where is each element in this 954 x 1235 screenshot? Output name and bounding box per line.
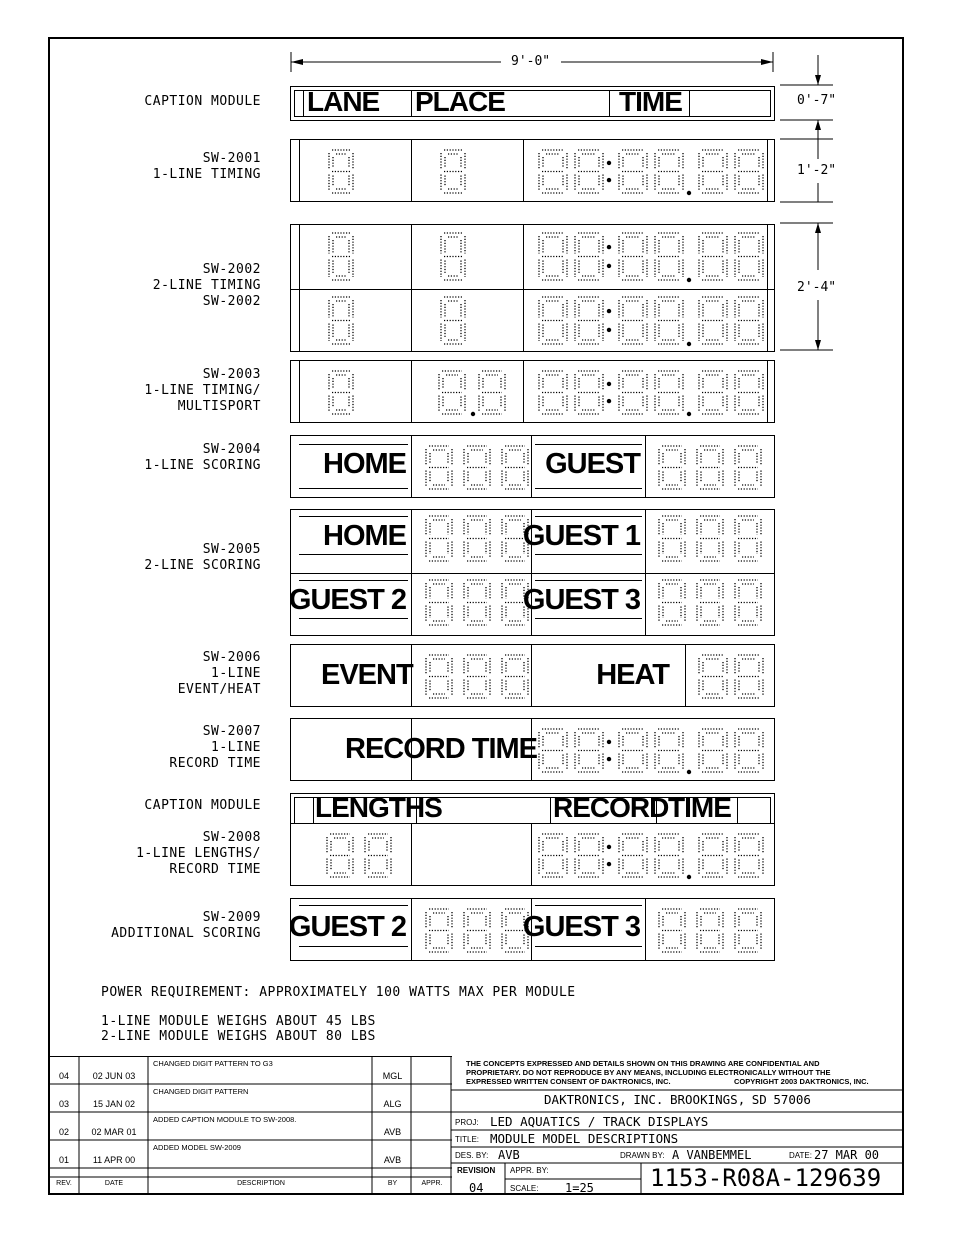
caption-time: TIME (619, 86, 682, 117)
revision-row-date: 02 MAR 01 (91, 1127, 137, 1137)
sw2002-panel (290, 224, 775, 352)
sw2003-panel (290, 360, 775, 423)
weight-note-2: 2-LINE MODULE WEIGHS ABOUT 80 LBS (101, 1029, 376, 1044)
revision-row-description: CHANGED DIGIT PATTERN (153, 1087, 249, 1096)
sw2005-label: SW-2005 2-LINE SCORING (144, 542, 261, 573)
sw2006-panel (290, 644, 775, 707)
project-name: LED AQUATICS / TRACK DISPLAYS (490, 1114, 709, 1129)
caption-record: RECORD (553, 792, 669, 823)
sw2001-digits (291, 140, 776, 203)
sw2005-digits (288, 510, 776, 637)
revision-row-by: MGL (382, 1071, 403, 1081)
revision-row-description: ADDED MODEL SW-2009 (153, 1143, 241, 1152)
sw2003-digits (291, 361, 776, 424)
des-by-label: DES. BY: (455, 1151, 489, 1160)
caption-lengths: LENGTHS (315, 792, 442, 823)
sw2002-digits (291, 225, 776, 353)
revision-row-description: CHANGED DIGIT PATTERN TO G3 (153, 1059, 273, 1068)
scale-value: 1=25 (565, 1181, 594, 1195)
revision-row-by: AVB (383, 1127, 402, 1137)
date-label: DATE: (789, 1151, 812, 1160)
caption2-time: TIME (668, 792, 731, 823)
proj-label: PROJ: (455, 1118, 479, 1127)
revision-row-rev: 02 (58, 1127, 69, 1137)
rev-header-by: BY (387, 1180, 398, 1187)
company-line: DAKTRONICS, INC. BROOKINGS, SD 57006 (544, 1092, 811, 1107)
rev-header-appr: APPR. (421, 1180, 443, 1187)
rev-header-rev: REV. (56, 1180, 72, 1187)
sw2008-label: SW-2008 1-LINE LENGTHS/ RECORD TIME (136, 830, 261, 877)
title-label: TITLE: (455, 1135, 480, 1144)
sw2008-digits (291, 824, 776, 887)
sw2006-heat: HEAT (596, 659, 669, 691)
caption-place: PLACE (415, 86, 505, 117)
drawing-title: MODULE MODEL DESCRIPTIONS (490, 1131, 679, 1146)
drawing-number: 1153-R08A-129639 (650, 1164, 882, 1192)
caption2-panel (290, 793, 775, 823)
caption2-label: CAPTION MODULE (144, 798, 261, 813)
sw2004-label: SW-2004 1-LINE SCORING (144, 442, 261, 473)
drafter: A VANBEMMEL (672, 1148, 752, 1162)
sw2006-digits (291, 645, 776, 708)
scale-label: SCALE: (510, 1184, 539, 1193)
sw2005-guest1: GUEST 1 (522, 520, 640, 552)
sw2001-panel (290, 139, 775, 202)
two-line-height-label: 2'-4" (797, 280, 837, 295)
drawn-by-label: DRAWN BY: (620, 1151, 665, 1160)
sw2002-label: SW-2002 2-LINE TIMING SW-2002 (152, 262, 261, 309)
sw2009-guest3: GUEST 3 (522, 911, 640, 943)
revision-number: 04 (469, 1181, 484, 1195)
weight-note-1: 1-LINE MODULE WEIGHS ABOUT 45 LBS (101, 1014, 376, 1029)
power-note: POWER REQUIREMENT: APPROXIMATELY 100 WATTS MAX PER MODULE (101, 985, 576, 1000)
sw2009-guest2: GUEST 2 (288, 911, 406, 943)
sw2007-digits (291, 719, 776, 782)
confidential-notice: THE CONCEPTS EXPRESSED AND DETAILS SHOWN ON THIS DRAWING ARE CONFIDENTIAL AND PROPRIETARY. DO NOT REPRODUCE BY ANY MEANS, INCLUDING ELECTRONICALLY WITHOUT THE EXPRESSED WRITTEN CONSENT OF DAKTRONICS, INC. COPYRIGHT 2003 DAKTRONICS, INC. (466, 1059, 869, 1086)
revision-row-description: ADDED CAPTION MODULE TO SW-2008. (153, 1115, 297, 1124)
appr-by-label: APPR. BY: (510, 1166, 549, 1175)
sw2009-panel (290, 898, 775, 961)
revision-row-date: 11 APR 00 (92, 1155, 136, 1165)
sw2008-panel (290, 823, 775, 886)
sw2004-panel (290, 435, 775, 498)
sw2004-guest: GUEST (545, 448, 640, 480)
rev-header-date: DATE (104, 1180, 124, 1187)
caption-lane: LANE (307, 86, 380, 117)
sw2007-panel (290, 718, 775, 781)
revision-row-date: 15 JAN 02 (92, 1099, 136, 1109)
sw2003-label: SW-2003 1-LINE TIMING/ MULTISPORT (144, 367, 261, 414)
sw2009-label: SW-2009 ADDITIONAL SCORING (111, 910, 261, 941)
one-line-height-label: 1'-2" (797, 163, 837, 178)
sw2007-record-time: RECORD TIME (345, 733, 537, 765)
revision-row-by: AVB (383, 1155, 402, 1165)
designer: AVB (498, 1148, 520, 1162)
sw2007-label: SW-2007 1-LINE RECORD TIME (169, 724, 261, 771)
caption1-label: CAPTION MODULE (144, 94, 261, 109)
sw2005-panel (290, 509, 775, 636)
revision-row-rev: 04 (58, 1071, 69, 1081)
drawing-date: 27 MAR 00 (814, 1148, 880, 1162)
caption1-panel (290, 86, 775, 121)
revision-row-rev: 01 (58, 1155, 69, 1165)
sw2006-label: SW-2006 1-LINE EVENT/HEAT (177, 650, 261, 697)
width-dimension-label: 9'-0" (511, 54, 551, 69)
sw2004-digits (291, 436, 776, 499)
sw2001-label: SW-2001 1-LINE TIMING (152, 151, 261, 182)
rev-header-description: DESCRIPTION (237, 1180, 285, 1187)
sw2004-home: HOME (323, 448, 406, 480)
sw2005-guest3: GUEST 3 (522, 584, 640, 616)
revision-label: REVISION (457, 1166, 496, 1175)
revision-row-date: 02 JUN 03 (92, 1071, 136, 1081)
revision-row-rev: 03 (58, 1099, 69, 1109)
sw2005-home: HOME (323, 520, 406, 552)
sw2009-digits (288, 899, 776, 962)
revision-row-by: ALG (383, 1099, 402, 1109)
caption-height-label: 0'-7" (797, 93, 837, 108)
width-dimension (289, 52, 775, 72)
sw2005-guest2: GUEST 2 (288, 584, 406, 616)
sw2006-event: EVENT (321, 659, 413, 691)
